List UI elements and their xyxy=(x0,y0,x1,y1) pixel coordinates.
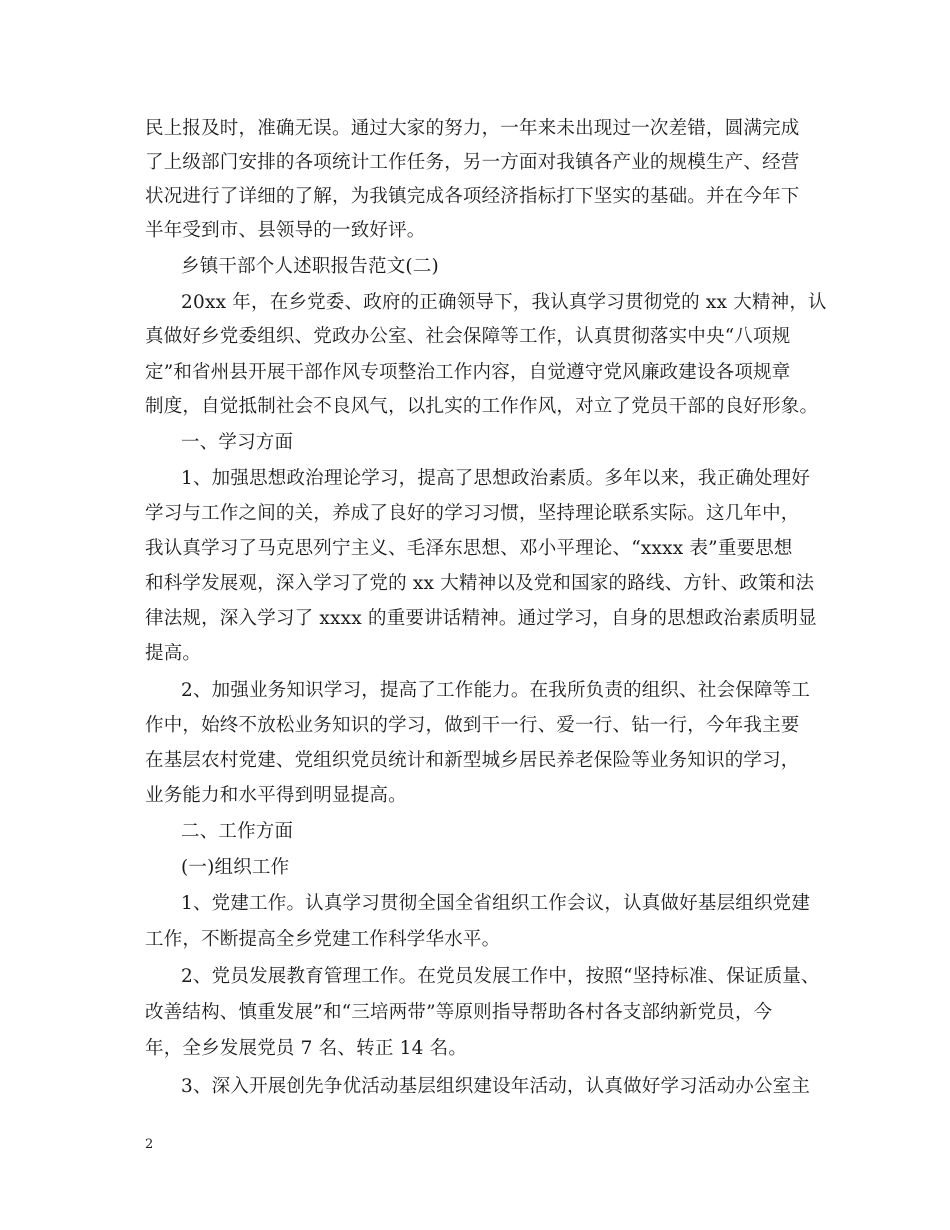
text-line: 20xx 年，在乡党委、政府的正确领导下，我认真学习贯彻党的 xx 大精神，认 xyxy=(181,292,827,313)
text-line: 定”和省州县开展干部作风专项整治工作内容，自觉遵守党风廉政建设各项规章 xyxy=(145,362,791,383)
text-line: 2、加强业务知识学习，提高了工作能力。在我所负责的组织、社会保障等工 xyxy=(181,680,811,701)
text-line: 了上级部门安排的各项统计工作任务，另一方面对我镇各产业的规模生产、经营 xyxy=(145,152,800,173)
text-line: 我认真学习了马克思列宁主义、毛泽东思想、邓小平理论、“xxxx 表”重要思想 xyxy=(145,538,793,559)
text-line: 业务能力和水平得到明显提高。 xyxy=(145,785,407,806)
text-line: 半年受到市、县领导的一致好评。 xyxy=(145,220,426,241)
subheading-organization: (一)组织工作 xyxy=(181,857,290,878)
text-line: 和科学发展观，深入学习了党的 xx 大精神以及党和国家的路线、方针、政策和法 xyxy=(145,573,815,594)
text-line: 1、加强思想政治理论学习，提高了思想政治素质。多年以来，我正确处理好 xyxy=(181,468,811,489)
text-line: 工作，不断提高全乡党建工作科学华水平。 xyxy=(145,929,501,950)
text-line: 3、深入开展创先争优活动基层组织建设年活动，认真做好学习活动办公室主 xyxy=(181,1076,811,1097)
text-line: 提高。 xyxy=(145,643,202,664)
text-line: 1、党建工作。认真学习贯彻全国全省组织工作会议，认真做好基层组织党建 xyxy=(181,893,811,914)
text-line: 民上报及时，准确无误。通过大家的努力，一年来未出现过一次差错，圆满完成 xyxy=(145,118,800,139)
text-line: 学习与工作之间的关，养成了良好的学习习惯，坚持理论联系实际。这几年中， xyxy=(145,503,800,524)
page-number: 2 xyxy=(145,1137,154,1152)
heading-work: 二、工作方面 xyxy=(181,821,294,842)
text-line: 真做好乡党委组织、党政办公室、社会保障等工作，认真贯彻落实中央“八项规 xyxy=(145,326,791,347)
heading-study: 一、学习方面 xyxy=(181,432,294,453)
section-title: 乡镇干部个人述职报告范文(二) xyxy=(181,256,439,277)
text-line: 作中，始终不放松业务知识的学习，做到干一行、爱一行、钻一行，今年我主要 xyxy=(145,715,800,736)
text-line: 制度，自觉抵制社会不良风气，以扎实的工作作风，对立了党员干部的良好形象。 xyxy=(145,396,819,417)
text-line: 状况进行了详细的了解，为我镇完成各项经济指标打下坚实的基础。并在今年下 xyxy=(145,186,800,207)
text-line: 律法规，深入学习了 xxxx 的重要讲话精神。通过学习，自身的思想政治素质明显 xyxy=(145,608,817,629)
text-line: 在基层农村党建、党组织党员统计和新型城乡居民养老保险等业务知识的学习， xyxy=(145,750,800,771)
text-line: 2、党员发展教育管理工作。在党员发展工作中，按照“坚持标准、保证质量、 xyxy=(181,966,820,987)
text-line: 年，全乡发展党员 7 名、转正 14 名。 xyxy=(145,1038,468,1059)
text-line: 改善结构、慎重发展”和“三培两带”等原则指导帮助各村各支部纳新党员，今 xyxy=(145,1002,773,1023)
